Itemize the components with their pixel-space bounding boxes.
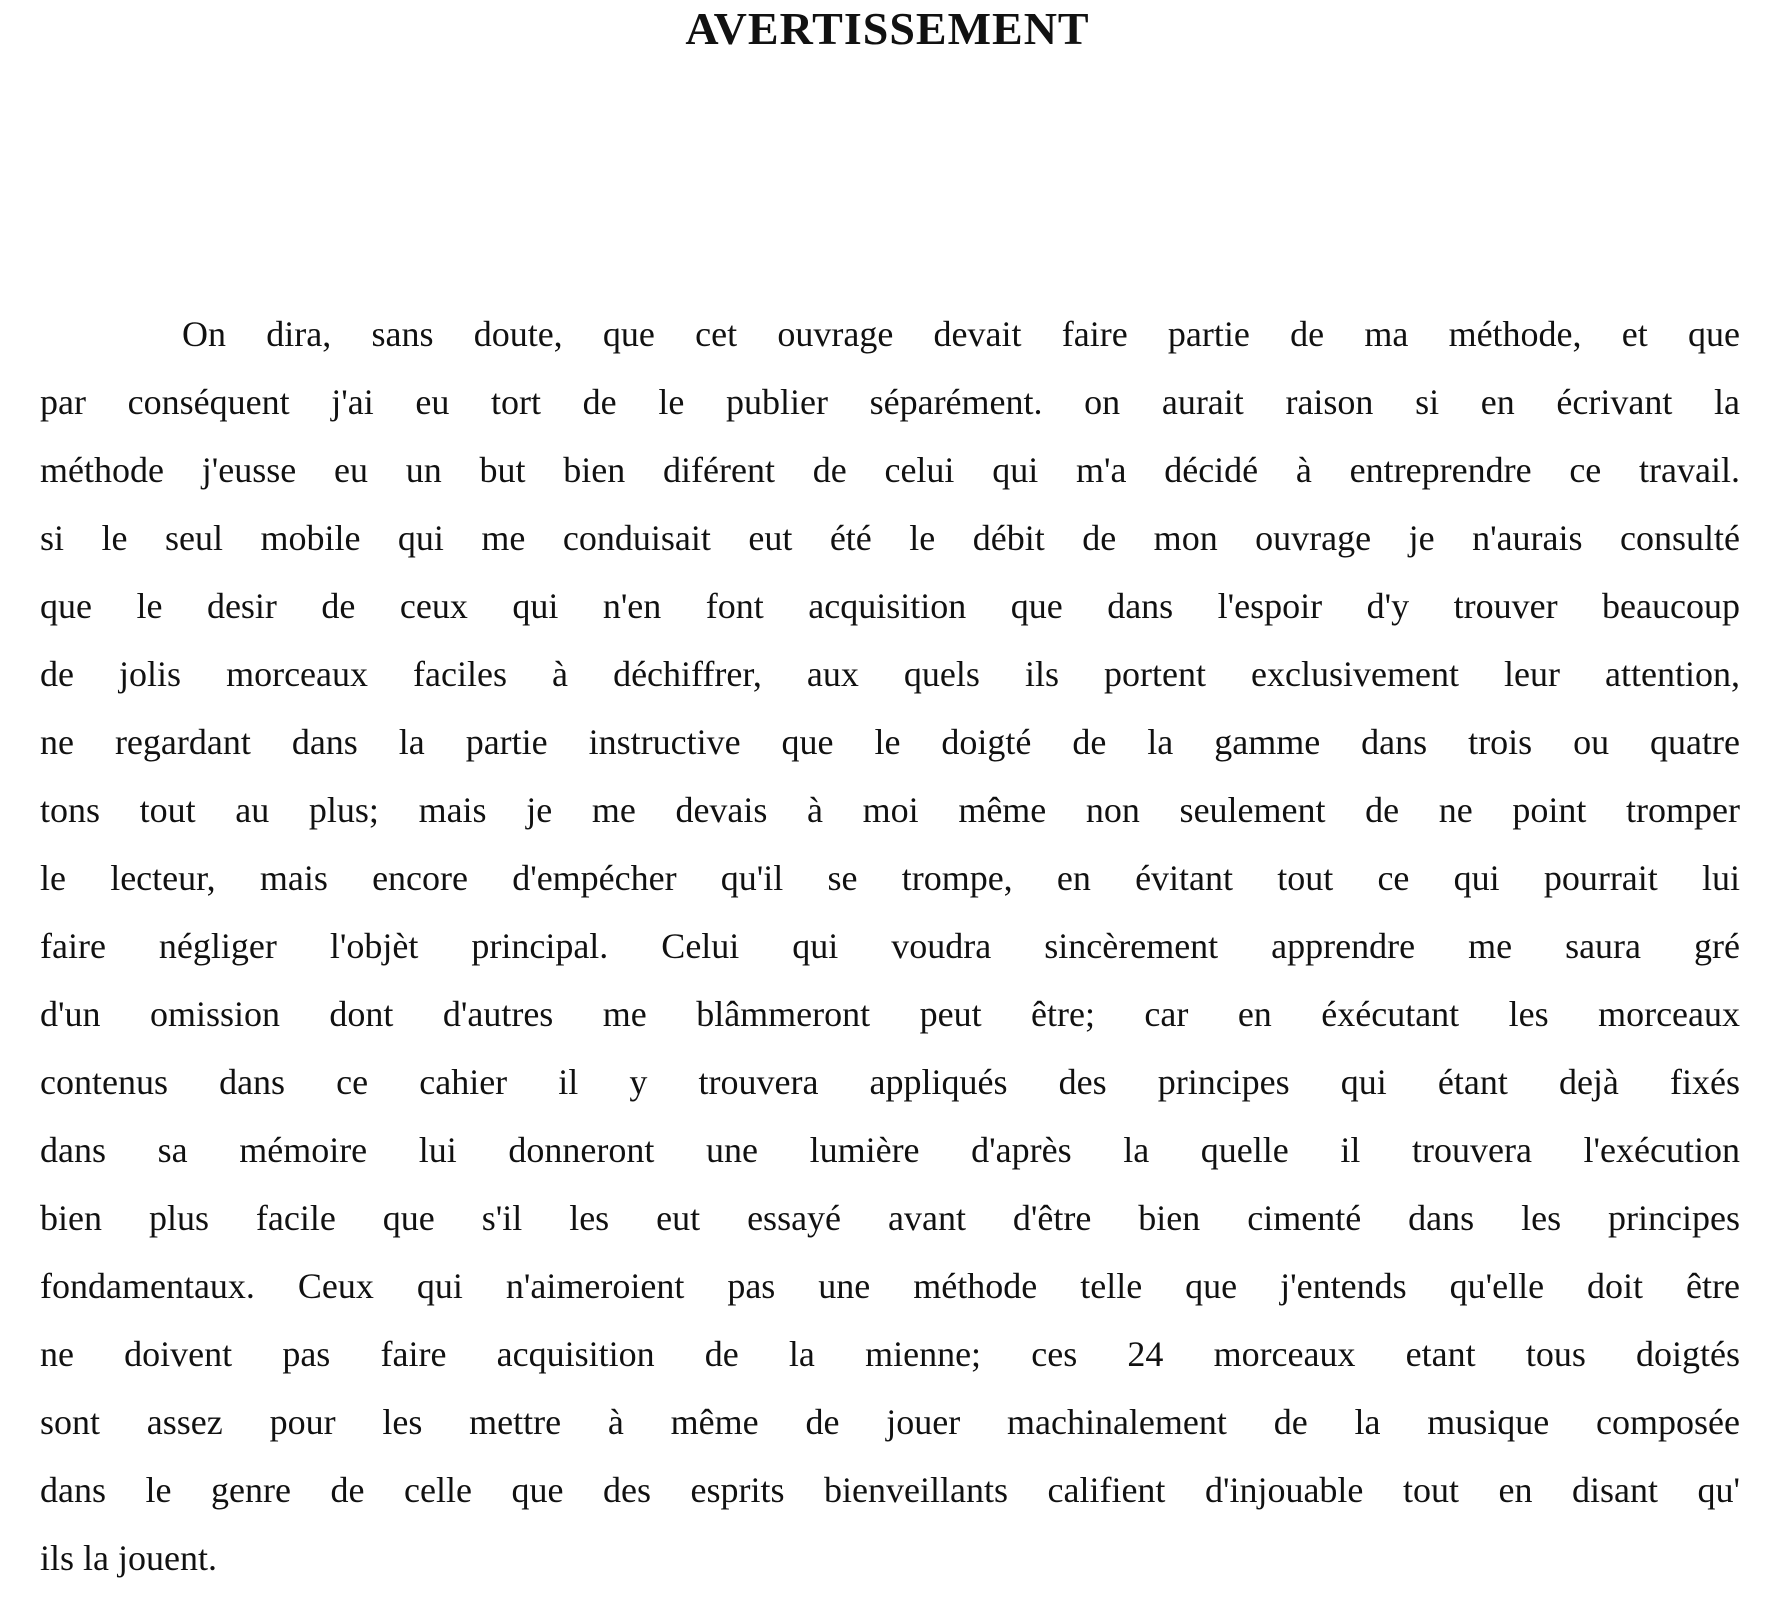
text-line: fondamentaux. Ceux qui n'aimeroient pas une méthode telle que j'entends qu'elle doit être — [40, 1266, 1740, 1306]
text-line: si le seul mobile qui me conduisait eut été le débit de mon ouvrage je n'aurais consulté — [40, 518, 1740, 558]
text-line: ne doivent pas faire acquisition de la mienne; ces 24 morceaux etant tous doigtés — [40, 1334, 1740, 1374]
text-line: bien plus facile que s'il les eut essayé avant d'être bien cimenté dans les principes — [40, 1198, 1740, 1238]
text-line: dans le genre de celle que des esprits bienveillants califient d'injouable tout en disant qu' — [40, 1470, 1740, 1510]
page-title: AVERTISSEMENT — [685, 3, 1090, 54]
text-line: sont assez pour les mettre à même de jouer machinalement de la musique composée — [40, 1402, 1740, 1442]
text-line: d'un omission dont d'autres me blâmmeront peut être; car en éxécutant les morceaux — [40, 994, 1740, 1034]
text-line: le lecteur, mais encore d'empécher qu'il se trompe, en évitant tout ce qui pourrait lui — [40, 858, 1740, 898]
text-line: ne regardant dans la partie instructive que le doigté de la gamme dans trois ou quatre — [40, 722, 1740, 762]
text-line: que le desir de ceux qui n'en font acquisition que dans l'espoir d'y trouver beaucoup — [40, 586, 1740, 626]
text-line: dans sa mémoire lui donneront une lumière d'après la quelle il trouvera l'exécution — [40, 1130, 1740, 1170]
text-line: ils la jouent. — [40, 1538, 217, 1578]
text-line: On dira, sans doute, que cet ouvrage devait faire partie de ma méthode, et que — [182, 314, 1740, 354]
text-line: de jolis morceaux faciles à déchiffrer, aux quels ils portent exclusivement leur attention, — [40, 654, 1740, 694]
text-line: contenus dans ce cahier il y trouvera appliqués des principes qui étant dejà fixés — [40, 1062, 1740, 1102]
text-line: tons tout au plus; mais je me devais à moi même non seulement de ne point tromper — [40, 790, 1740, 830]
body-paragraph — [40, 300, 1740, 1592]
text-line: par conséquent j'ai eu tort de le publier séparément. on aurait raison si en écrivant la — [40, 382, 1740, 422]
text-line: méthode j'eusse eu un but bien diférent de celui qui m'a décidé à entreprendre ce travail. — [40, 450, 1740, 490]
text-line: faire négliger l'objèt principal. Celui qui voudra sincèrement apprendre me saura gré — [40, 926, 1740, 966]
